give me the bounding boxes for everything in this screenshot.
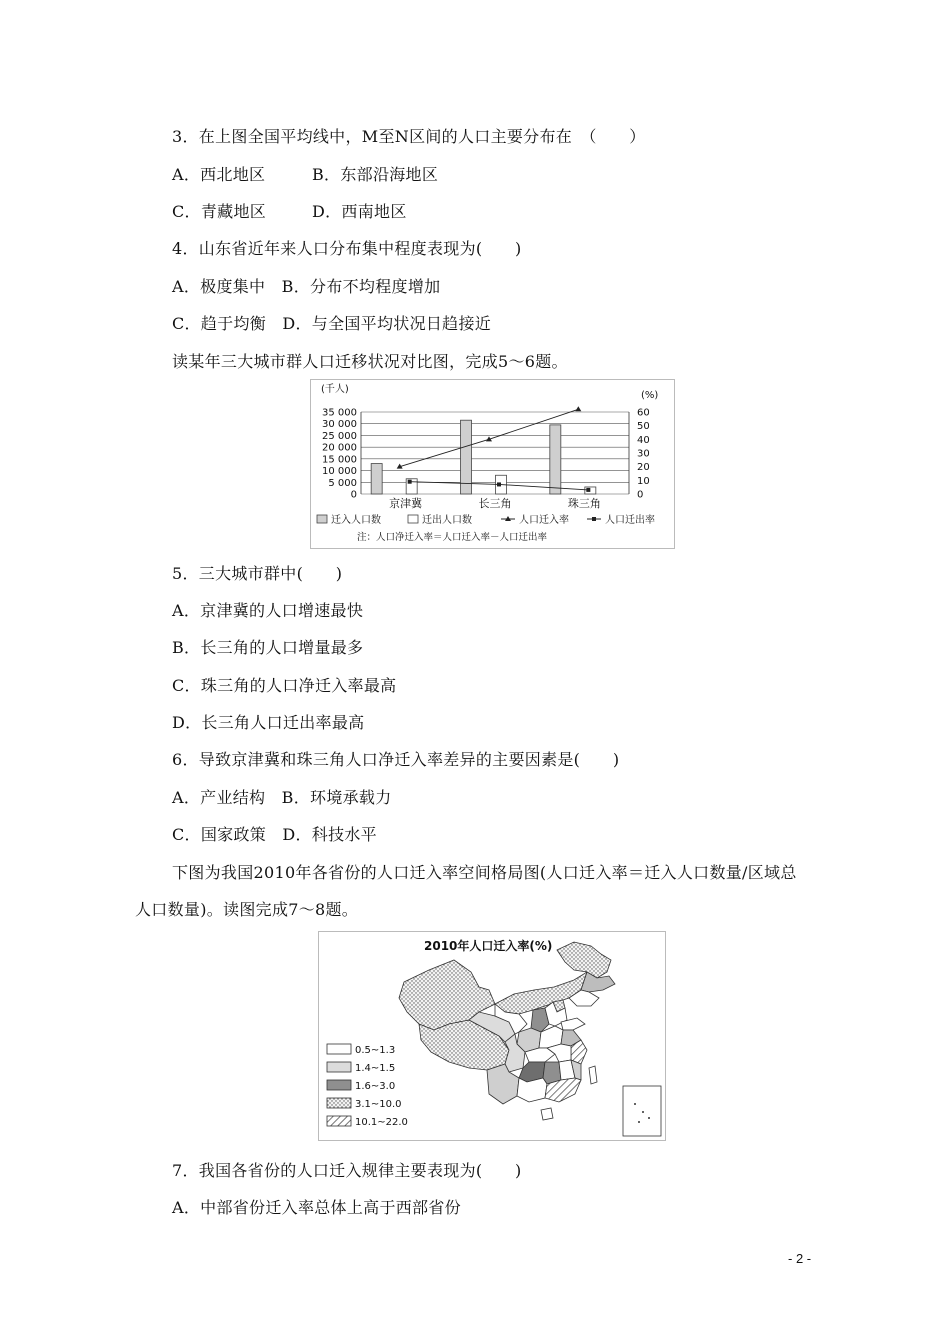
map-inset-islands xyxy=(634,1103,636,1105)
map-legend-swatch-2 xyxy=(327,1062,351,1072)
map-inset-south-china-sea xyxy=(623,1086,661,1136)
q7-stem: 7．我国各省份的人口迁入规律主要表现为( ) xyxy=(172,1161,522,1180)
q5-option-b: B．长三角的人口增量最多 xyxy=(172,638,364,657)
q5-option-a: A．京津冀的人口增速最快 xyxy=(172,601,364,620)
inrate-point xyxy=(575,406,581,411)
left-tick-label: 15 000 xyxy=(322,454,357,466)
left-tick-label: 5 000 xyxy=(328,477,357,489)
outrate-point xyxy=(408,480,412,484)
migration-map xyxy=(318,931,666,1141)
map-legend-label-1: 0.5~1.3 xyxy=(355,1045,396,1056)
category-label: 京津冀 xyxy=(389,497,423,510)
q5-option-d: D．长三角人口迁出率最高 xyxy=(172,713,365,732)
right-tick-label: 10 xyxy=(637,475,650,487)
map-legend-swatch-1 xyxy=(327,1044,351,1054)
map-legend-swatch-4 xyxy=(327,1098,351,1108)
map-inset-islands xyxy=(648,1117,650,1119)
q7-option-a: A．中部省份迁入率总体上高于西部省份 xyxy=(172,1198,461,1217)
map-region-inner-mongolia xyxy=(495,972,587,1014)
legend-label-outrate: 人口迁出率 xyxy=(605,515,655,526)
left-tick-label: 35 000 xyxy=(322,407,357,419)
q5-stem: 5．三大城市群中( ) xyxy=(172,564,343,583)
chart-left-unit: (千人) xyxy=(321,384,349,395)
legend-marker-outrate xyxy=(592,517,596,521)
right-tick-label: 0 xyxy=(637,489,644,501)
intro-5-6: 读某年三大城市群人口迁移状况对比图，完成5～6题。 xyxy=(172,352,568,371)
left-tick-label: 30 000 xyxy=(322,419,357,431)
left-tick-label: 0 xyxy=(350,489,357,501)
q4-options-cd: C．趋于均衡 D．与全国平均状况日趋接近 xyxy=(172,314,492,333)
right-tick-label: 30 xyxy=(637,448,650,460)
q4-stem: 4．山东省近年来人口分布集中程度表现为( ) xyxy=(172,239,522,258)
map-region-hainan xyxy=(541,1108,553,1120)
left-tick-label: 25 000 xyxy=(322,430,357,442)
q3-option-d: D．西南地区 xyxy=(312,202,407,221)
migration-map-svg xyxy=(319,932,665,1140)
outrate-point xyxy=(586,488,590,492)
map-title: 2010年人口迁入率(%) xyxy=(424,939,553,953)
q3-option-b: B．东部沿海地区 xyxy=(312,165,439,184)
q4-options-ab: A．极度集中 B．分布不均程度增加 xyxy=(172,277,441,296)
inflow-bar xyxy=(550,425,561,494)
q5-option-c: C．珠三角的人口净迁入率最高 xyxy=(172,676,397,695)
q6-stem: 6．导致京津冀和珠三角人口净迁入率差异的主要因素是( ) xyxy=(172,750,620,769)
q3-option-a: A．西北地区 xyxy=(172,165,266,184)
left-tick-label: 10 000 xyxy=(322,466,357,478)
chart-right-unit: (%) xyxy=(641,390,659,401)
right-tick-label: 40 xyxy=(637,434,650,446)
migration-chart xyxy=(310,379,675,549)
outrate-point xyxy=(497,482,501,486)
map-legend-swatch-3 xyxy=(327,1080,351,1090)
map-legend-label-5: 10.1~22.0 xyxy=(355,1117,408,1128)
q6-options-cd: C．国家政策 D．科技水平 xyxy=(172,825,377,844)
map-inset-islands xyxy=(642,1111,644,1113)
migration-chart-svg xyxy=(311,380,674,548)
legend-swatch-inflow xyxy=(317,515,327,523)
map-legend-label-2: 1.4~1.5 xyxy=(355,1063,396,1074)
map-region-guangxi xyxy=(517,1078,547,1102)
category-label: 珠三角 xyxy=(567,497,601,510)
legend-label-outflow: 迁出人口数 xyxy=(422,515,472,526)
map-legend-label-4: 3.1~10.0 xyxy=(355,1099,402,1110)
legend-label-inflow: 迁入人口数 xyxy=(331,515,381,526)
map-region-heilongjiang xyxy=(557,942,611,978)
map-legend-swatch-5 xyxy=(327,1116,351,1126)
map-region-taiwan xyxy=(589,1066,597,1084)
right-tick-label: 50 xyxy=(637,421,650,433)
chart-note: 注：人口净迁入率＝人口迁入率－人口迁出率 xyxy=(357,532,548,543)
page-number: - 2 - xyxy=(788,1251,812,1266)
category-label: 长三角 xyxy=(478,497,512,510)
q3-option-c: C．青藏地区 xyxy=(172,202,267,221)
intro-7-8-line1: 下图为我国2010年各省份的人口迁入率空间格局图(人口迁入率＝迁入人口数量/区域总 xyxy=(172,863,797,882)
map-legend-label-3: 1.6~3.0 xyxy=(355,1081,396,1092)
right-tick-label: 20 xyxy=(637,462,650,474)
inflow-bar xyxy=(371,464,382,494)
left-tick-label: 20 000 xyxy=(322,442,357,454)
q6-options-ab: A．产业结构 B．环境承载力 xyxy=(172,788,392,807)
right-tick-label: 60 xyxy=(637,407,650,419)
q3-stem: 3．在上图全国平均线中，M至N区间的人口主要分布在 （ ） xyxy=(172,127,646,146)
intro-7-8-line2: 人口数量)。读图完成7～8题。 xyxy=(135,900,359,919)
map-inset-islands xyxy=(638,1121,640,1123)
legend-swatch-outflow xyxy=(408,515,418,523)
legend-label-inrate: 人口迁入率 xyxy=(519,515,569,526)
